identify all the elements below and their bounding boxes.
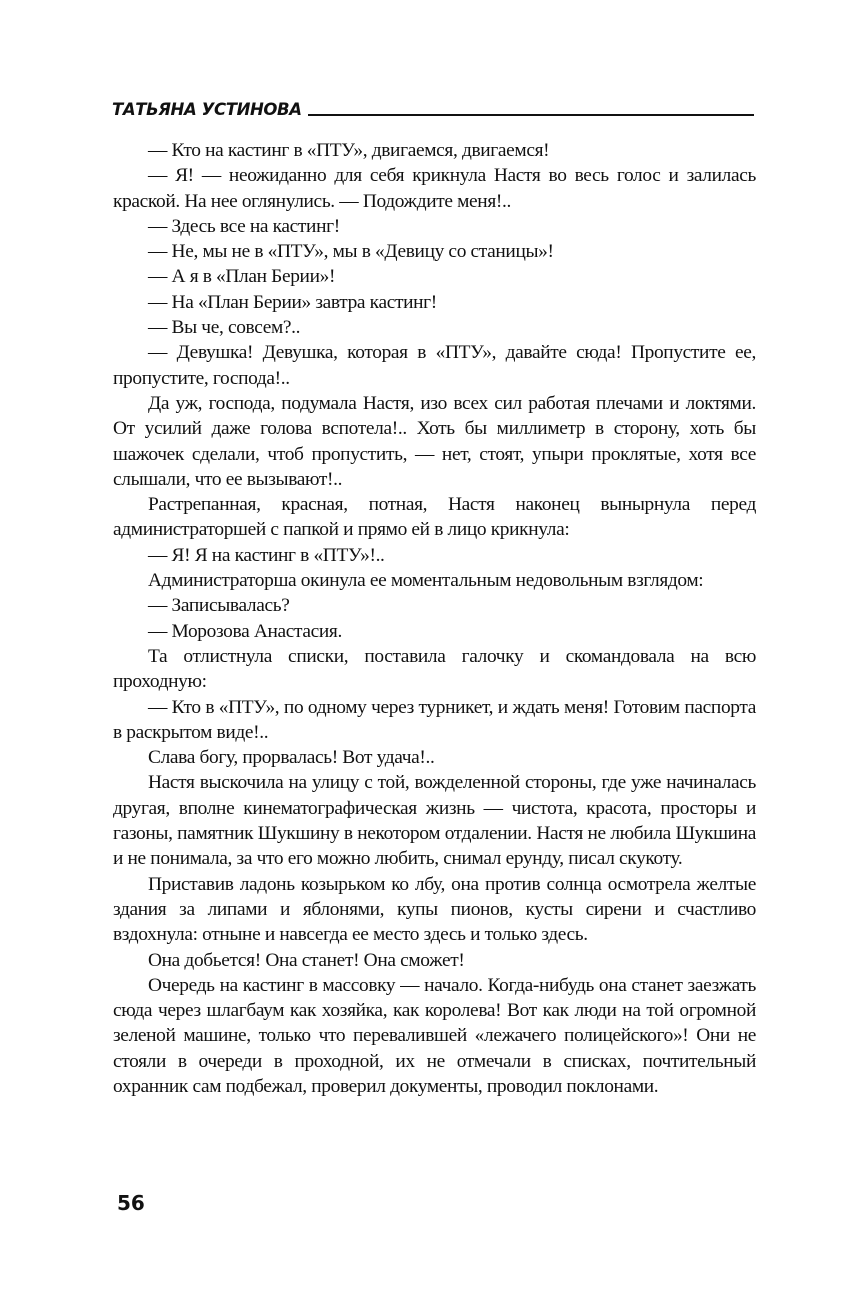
page-header (112, 99, 754, 119)
page-number: 56 (117, 1191, 145, 1215)
paragraph: Растрепанная, красная, потная, Настя наконец вынырнула перед администраторшей с папкой и прямо ей в лицо крикнула: (113, 494, 756, 541)
paragraph: Да уж, господа, подумала Настя, изо всех сил работая плечами и локтями. От усилий даже голова вспотела!.. Хоть бы миллиметр в сторону, хоть бы шажочек сделали, чтоб пропустить, — нет, стоят, упыри проклятые, хотя все слышали, что ее вызывают!.. (113, 392, 756, 490)
running-head-author: ТАТЬЯНА УСТИНОВА (112, 100, 302, 119)
paragraph: — Записывалась? (148, 595, 290, 617)
body-text (113, 138, 756, 1099)
paragraph: Слава богу, прорвалась! Вот удача!.. (148, 747, 435, 769)
paragraph: Настя выскочила на улицу с той, вожделенной стороны, где уже начиналась другая, вполне кинематографическая жизнь — чистота, красота, просторы и газоны, памятник Шукшину в некотором отдалении. Настя не любила Шукшина и не понимала, за что его можно любить, снимал ерунду, писал скукоту. (113, 772, 756, 870)
paragraph: — Девушка! Девушка, которая в «ПТУ», давайте сюда! Пропустите ее, пропустите, господа!.. (113, 342, 756, 389)
paragraph: Администраторша окинула ее моментальным недовольным взглядом: (148, 570, 704, 592)
paragraph: Та отлистнула списки, поставила галочку и скомандовала на всю проходную: (113, 645, 756, 693)
paragraph: — Кто в «ПТУ», по одному через турникет, и ждать меня! Готовим паспорта в раскрытом виде!.. (113, 696, 756, 743)
header-rule (308, 114, 754, 116)
paragraph: — На «План Берии» завтра кастинг! (148, 291, 437, 313)
paragraph: — Морозова Анастасия. (148, 620, 342, 642)
paragraph: Она добьется! Она станет! Она сможет! (148, 949, 465, 971)
paragraph: Приставив ладонь козырьком ко лбу, она против солнца осмотрела желтые здания за липами и яблонями, купы пионов, кусты сирени и счастливо вздохнула: отныне и навсегда ее место здесь и только здесь. (113, 873, 756, 946)
paragraph: — Кто на кастинг в «ПТУ», двигаемся, двигаемся! (148, 140, 550, 161)
paragraph: — Я! Я на кастинг в «ПТУ»!.. (148, 544, 385, 566)
paragraph: — Не, мы не в «ПТУ», мы в «Девицу со станицы»! (148, 241, 554, 263)
paragraph: — А я в «План Берии»! (148, 266, 336, 288)
paragraph: — Вы че, совсем?.. (148, 317, 301, 339)
paragraph: — Здесь все на кастинг! (148, 215, 340, 237)
paragraph: — Я! — неожиданно для себя крикнула Настя во весь голос и залилась краской. На нее оглянулись. — Подождите меня!.. (113, 165, 756, 212)
paragraph: Очередь на кастинг в массовку — начало. Когда-нибудь она станет заезжать сюда через шлагбаум как хозяйка, как королева! Вот как люди на той огромной зеленой машине, только что перевалившей «лежачего полицейского»! Они не стояли в очереди в проходной, их не отмечали в списках, почтительный охранник сам подбежал, проверил документы, проводил поклонами. (113, 974, 756, 1097)
